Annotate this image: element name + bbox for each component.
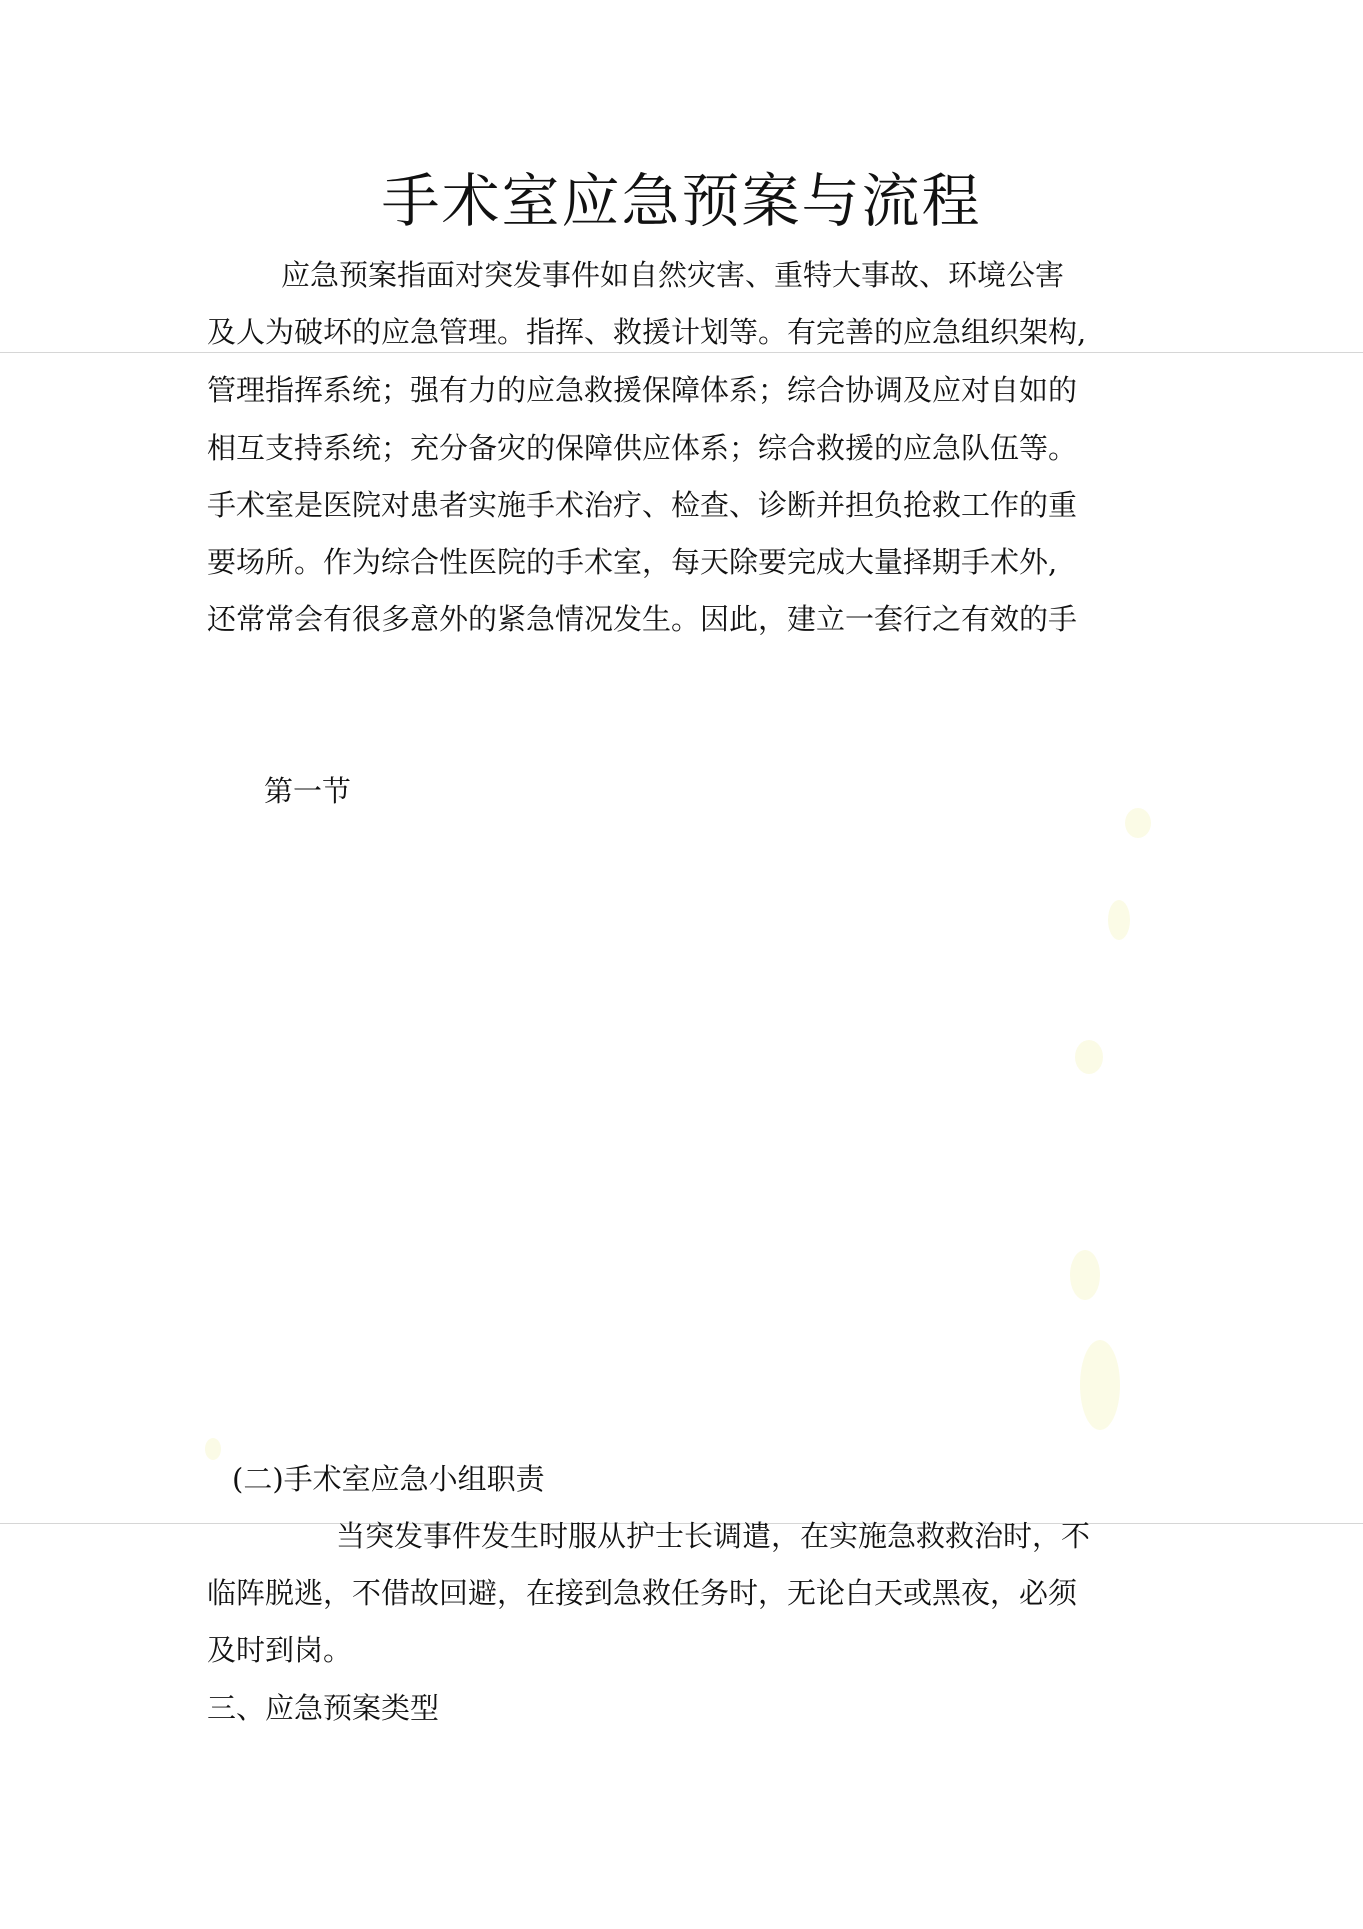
scan-smudge — [1125, 808, 1151, 838]
scan-smudge — [205, 1438, 221, 1460]
duty-line: 及时到岗。 — [207, 1633, 353, 1667]
intro-line: 手术室是医院对患者实施手术治疗、检查、诊断并担负抢救工作的重 — [207, 488, 1078, 522]
intro-line: 相互支持系统；充分备灾的保障供应体系；综合救援的应急队伍等。 — [207, 431, 1078, 465]
document-title: 手术室应急预案与流程 — [381, 166, 982, 235]
scan-smudge — [1075, 1040, 1103, 1074]
section-heading-plan-types: 三、应急预案类型 — [207, 1691, 440, 1725]
duty-line: 当突发事件发生时服从护士长调遣，在实施急救救治时，不 — [336, 1519, 1091, 1553]
scan-smudge — [1108, 900, 1130, 940]
intro-line: 还常常会有很多意外的紧急情况发生。因此，建立一套行之有效的手 — [207, 602, 1078, 636]
intro-line: 要场所。作为综合性医院的手术室，每天除要完成大量择期手术外, — [207, 545, 1058, 579]
page-divider-top — [0, 352, 1363, 353]
intro-line: 应急预案指面对突发事件如自然灾害、重特大事故、环境公害 — [281, 258, 1065, 292]
intro-line: 管理指挥系统；强有力的应急救援保障体系；综合协调及应对自如的 — [207, 373, 1078, 407]
subsection-heading-duties: (二)手术室应急小组职责 — [232, 1462, 545, 1496]
intro-line: 及人为破坏的应急管理。指挥、救援计划等。有完善的应急组织架构, — [207, 315, 1087, 349]
section-heading-first: 第一节 — [264, 774, 352, 808]
scan-smudge — [1080, 1340, 1120, 1430]
scan-smudge — [1070, 1250, 1100, 1300]
duty-line: 临阵脱逃，不借故回避，在接到急救任务时，无论白天或黑夜，必须 — [207, 1576, 1078, 1610]
